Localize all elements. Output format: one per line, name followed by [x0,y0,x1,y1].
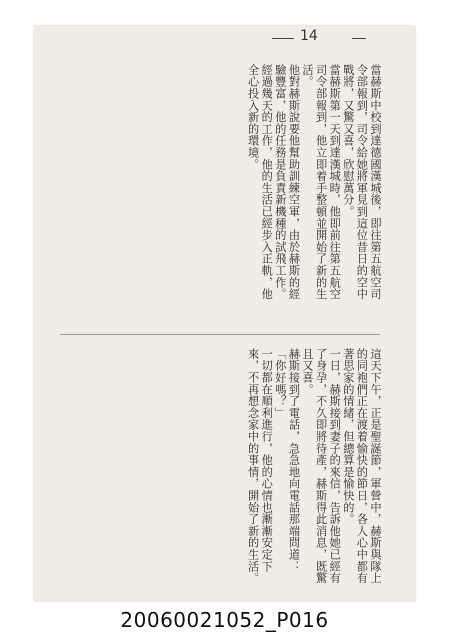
paragraph: 當赫斯第一天到達漢城時，他即前往第五航空司令部報到，他立即着手整頓並開始了新的生活。 [301,64,342,300]
column-divider [60,334,380,335]
paragraph: 當赫斯中校到達德國漢城後，即往第五航空司令部報到，司令給她將軍見到這位昔日的空中戰將，又驚又喜，欣慰萬分。 [341,64,382,300]
paragraph: 一日，赫斯接到妻子的來信，告訴他她已經有了身孕，不久即將待產，赫斯得此消息，既驚且又喜。 [301,348,342,584]
page-number-rule-right [352,38,366,39]
page-number: 14 [300,28,318,44]
lower-text-column [52,348,382,588]
page-number-rule-left [272,38,294,39]
paragraph: 赫斯接到了電話，急急地向電話那端問道：「你好嗎？」 [273,348,301,573]
paragraph: 這天下午，正是聖誕節，軍營中，赫斯與隊上的同袍們正在渡着愉快的節日，各人心中都有著思家的情緒，但總算是愉快的。 [341,348,382,584]
upper-text-column [52,64,382,310]
archive-caption: 20060021052_P016 [120,608,329,632]
paragraph: 經過幾天的工作，他的生活已經步入正軌，他全心投入新的環境。 [246,64,274,300]
paragraph: 他對赫斯說要他幫助訓練空軍，由於赫斯的經驗豐富，他的任務是負責新機種的試飛工作。 [273,64,301,300]
paragraph: 一切都在順利進行，他的心情也漸漸安定下來，不再想念家中的事情，開始了新的生活。 [246,348,274,584]
